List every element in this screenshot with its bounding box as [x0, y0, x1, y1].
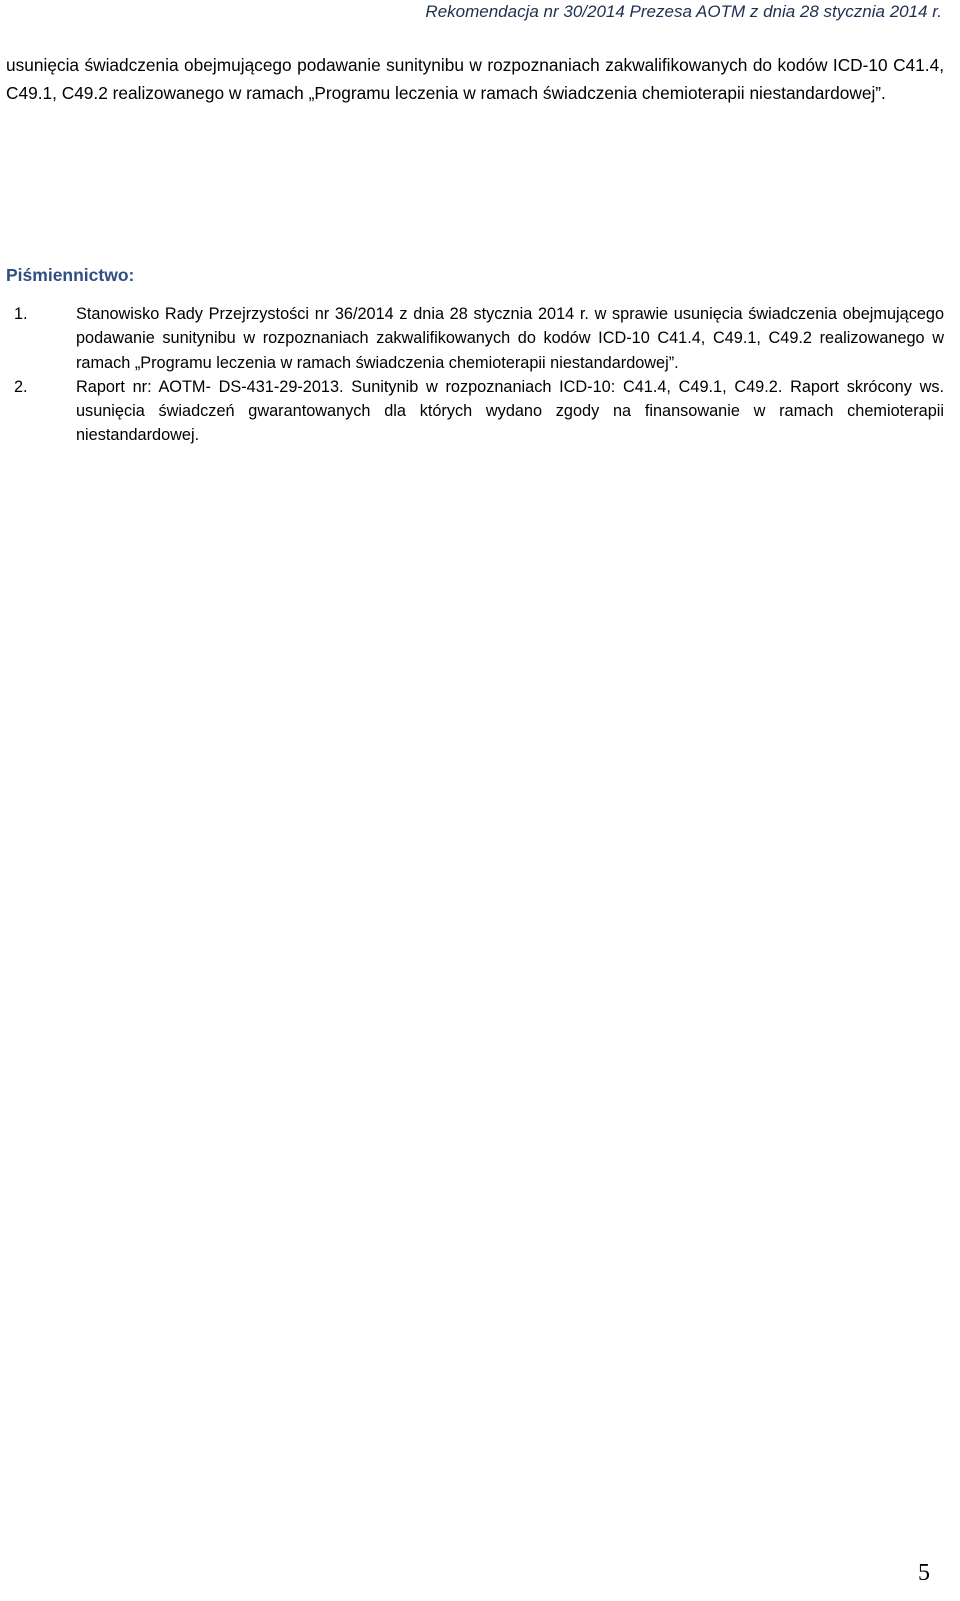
bibliography-list — [6, 302, 944, 448]
bibliography-item-2 — [6, 375, 944, 448]
page-number: 5 — [918, 1560, 930, 1586]
bibliography-item-1 — [6, 302, 944, 375]
intro-paragraph: usunięcia świadczenia obejmującego podawanie sunitynibu w rozpoznaniach zakwalifikowanych do kodów ICD-10 C41.4, C49.1, C49.2 realizowanego w ramach „Programu leczenia w ramach świadczenia chemioterapii niestandardowej”. — [6, 55, 944, 103]
running-header: Rekomendacja nr 30/2014 Prezesa AOTM z dnia 28 stycznia 2014 r. — [425, 2, 942, 21]
bibliography-item-number: 1. — [14, 305, 28, 323]
bibliography-item-number: 2. — [14, 377, 28, 396]
bibliography-item-text: Raport nr: AOTM- DS-431-29-2013. Sunitynib w rozpoznaniach ICD-10: C41.4, C49.1, C49.2. Raport skrócony ws. usunięcia świadczeń gwarantowanych dla których wydano zgody na finansowanie w ramach chemioterapii niestandardowej. — [76, 377, 944, 445]
bibliography-item-text: Stanowisko Rady Przejrzystości nr 36/2014 z dnia 28 stycznia 2014 r. w sprawie usunięcia świadczenia obejmującego podawanie sunitynibu w rozpoznaniach zakwalifikowanych do kodów ICD-10 C41.4, C49.1, C49.2 realizowanego w ramach „Programu leczenia w ramach świadczenia chemioterapii niestandardowej”. — [76, 305, 944, 372]
bibliography-heading: Piśmiennictwo: — [6, 265, 135, 285]
